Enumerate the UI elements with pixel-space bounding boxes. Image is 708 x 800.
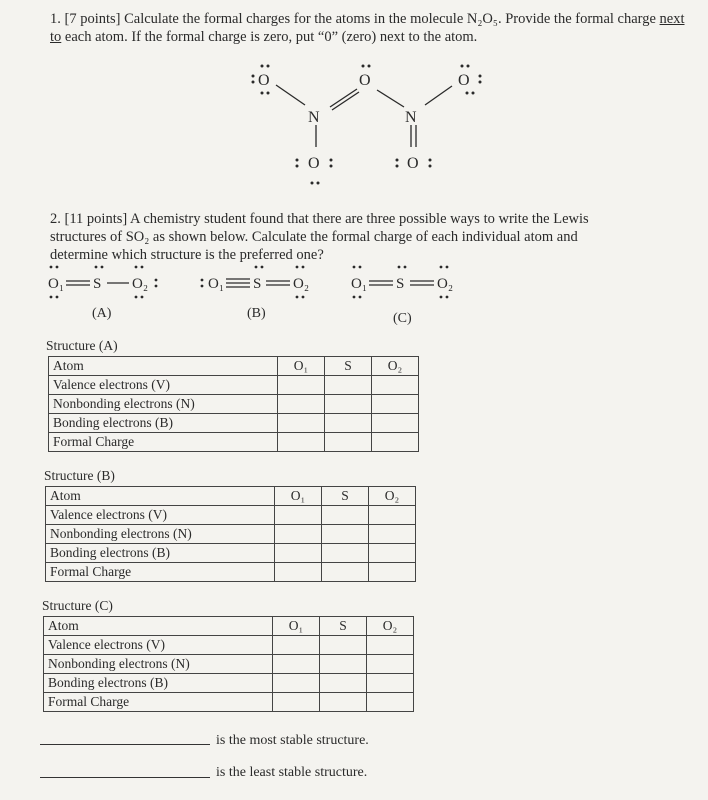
answer-cell[interactable] <box>278 376 325 395</box>
answer-cell[interactable] <box>367 636 414 655</box>
atom-o-left: O <box>258 72 270 89</box>
answer-cell[interactable] <box>367 674 414 693</box>
a-o2: O₂ <box>132 276 149 292</box>
table-row <box>44 655 414 674</box>
label-b: (B) <box>247 306 266 321</box>
a-o1: O₁ <box>48 276 65 292</box>
so2-lone-pair-dots <box>50 266 449 299</box>
structure-a-table <box>48 356 419 452</box>
least-stable-blank[interactable] <box>40 777 210 778</box>
a-s: S <box>93 276 102 292</box>
answer-cell[interactable] <box>275 563 322 582</box>
answer-cell[interactable] <box>320 693 367 712</box>
q2-line1: A chemistry student found that there are three possible ways to write the Lewis <box>130 211 589 227</box>
answer-cell[interactable] <box>325 395 372 414</box>
row-label: Formal Charge <box>49 433 278 452</box>
table-row <box>44 693 414 712</box>
table-row <box>49 395 419 414</box>
row-label: Formal Charge <box>44 693 273 712</box>
answer-cell[interactable] <box>369 525 416 544</box>
q1-text-b: each atom. If the formal charge is zero, put “0” (zero) next to the atom. <box>64 29 478 45</box>
answer-cell[interactable] <box>322 544 369 563</box>
col-o2: O₂ <box>369 487 416 506</box>
structure-c-table <box>43 616 414 712</box>
q1-next-word: next <box>659 11 685 27</box>
b-s: S <box>253 276 262 292</box>
structure-a-title: Structure (A) <box>46 338 118 353</box>
row-label: Formal Charge <box>46 563 275 582</box>
q1-to-word: to <box>50 29 62 45</box>
header-atom: Atom <box>44 617 273 636</box>
most-stable-blank[interactable] <box>40 744 210 745</box>
q1-number: 1. <box>50 11 61 27</box>
table-row <box>44 636 414 655</box>
c-o1: O₁ <box>351 276 368 292</box>
structure-c-title: Structure (C) <box>42 598 113 613</box>
table-row <box>46 525 416 544</box>
table-row <box>49 376 419 395</box>
table-row <box>49 433 419 452</box>
answer-cell[interactable] <box>320 655 367 674</box>
table-row <box>46 563 416 582</box>
table-row <box>49 414 419 433</box>
q2-number: 2. <box>50 211 61 227</box>
q1-points: [7 points] <box>64 11 121 27</box>
header-atom: Atom <box>49 357 278 376</box>
atom-o-bridge: O <box>359 72 371 89</box>
row-label: Bonding electrons (B) <box>44 674 273 693</box>
col-o1: O₁ <box>273 617 320 636</box>
atom-o-right: O <box>458 72 470 89</box>
answer-cell[interactable] <box>275 525 322 544</box>
answer-cell[interactable] <box>367 693 414 712</box>
col-o1: O₁ <box>278 357 325 376</box>
answer-cell[interactable] <box>320 674 367 693</box>
atom-o-bottom-left: O <box>308 155 320 172</box>
c-s: S <box>396 276 405 292</box>
table-row <box>46 544 416 563</box>
table-row <box>44 617 414 636</box>
answer-cell[interactable] <box>369 544 416 563</box>
answer-cell[interactable] <box>278 395 325 414</box>
n2o5-structure <box>0 0 708 200</box>
row-label: Nonbonding electrons (N) <box>46 525 275 544</box>
col-o1: O₁ <box>275 487 322 506</box>
answer-cell[interactable] <box>273 636 320 655</box>
row-label: Valence electrons (V) <box>49 376 278 395</box>
structure-b-title: Structure (B) <box>44 468 115 483</box>
answer-cell[interactable] <box>372 376 419 395</box>
answer-cell[interactable] <box>369 563 416 582</box>
row-label: Valence electrons (V) <box>44 636 273 655</box>
row-label: Valence electrons (V) <box>46 506 275 525</box>
b-o2: O₂ <box>293 276 310 292</box>
q2-line3: determine which structure is the preferred one? <box>50 247 324 263</box>
table-row <box>49 357 419 376</box>
atom-n1: N <box>308 109 320 126</box>
row-label: Bonding electrons (B) <box>49 414 278 433</box>
answer-cell[interactable] <box>367 655 414 674</box>
answer-cell[interactable] <box>322 506 369 525</box>
c-o2: O₂ <box>437 276 454 292</box>
answer-cell[interactable] <box>278 433 325 452</box>
col-s: S <box>325 357 372 376</box>
header-atom: Atom <box>46 487 275 506</box>
table-row <box>46 487 416 506</box>
row-label: Nonbonding electrons (N) <box>49 395 278 414</box>
answer-cell[interactable] <box>320 636 367 655</box>
row-label: Nonbonding electrons (N) <box>44 655 273 674</box>
col-s: S <box>320 617 367 636</box>
b-o1: O₁ <box>208 276 225 292</box>
answer-cell[interactable] <box>273 693 320 712</box>
q2-line2: structures of SO₂ as shown below. Calculate the formal charge of each individual atom and <box>50 229 578 245</box>
answer-cell[interactable] <box>369 506 416 525</box>
row-label: Bonding electrons (B) <box>46 544 275 563</box>
answer-cell[interactable] <box>372 433 419 452</box>
answer-cell[interactable] <box>325 376 372 395</box>
answer-cell[interactable] <box>275 544 322 563</box>
so2-structures <box>0 255 708 325</box>
least-stable-text: is the least stable structure. <box>216 765 368 780</box>
answer-cell[interactable] <box>278 414 325 433</box>
answer-cell[interactable] <box>325 433 372 452</box>
answer-cell[interactable] <box>322 525 369 544</box>
col-o2: O₂ <box>372 357 419 376</box>
label-c: (C) <box>393 311 412 325</box>
atom-o-bottom-right: O <box>407 155 419 172</box>
atom-n2: N <box>405 109 417 126</box>
answer-cell[interactable] <box>273 655 320 674</box>
label-a: (A) <box>92 306 112 321</box>
answer-cell[interactable] <box>273 674 320 693</box>
structure-b-table <box>45 486 416 582</box>
table-row <box>46 506 416 525</box>
q1-text-a: Calculate the formal charges for the atoms in the molecule N₂O₅. Provide the formal charge <box>124 11 656 27</box>
answer-cell[interactable] <box>372 395 419 414</box>
most-stable-text: is the most stable structure. <box>216 733 369 748</box>
answer-cell[interactable] <box>322 563 369 582</box>
answer-cell[interactable] <box>372 414 419 433</box>
col-s: S <box>322 487 369 506</box>
table-row <box>44 674 414 693</box>
answer-cell[interactable] <box>325 414 372 433</box>
q2-points: [11 points] <box>64 211 128 227</box>
answer-cell[interactable] <box>275 506 322 525</box>
col-o2: O₂ <box>367 617 414 636</box>
